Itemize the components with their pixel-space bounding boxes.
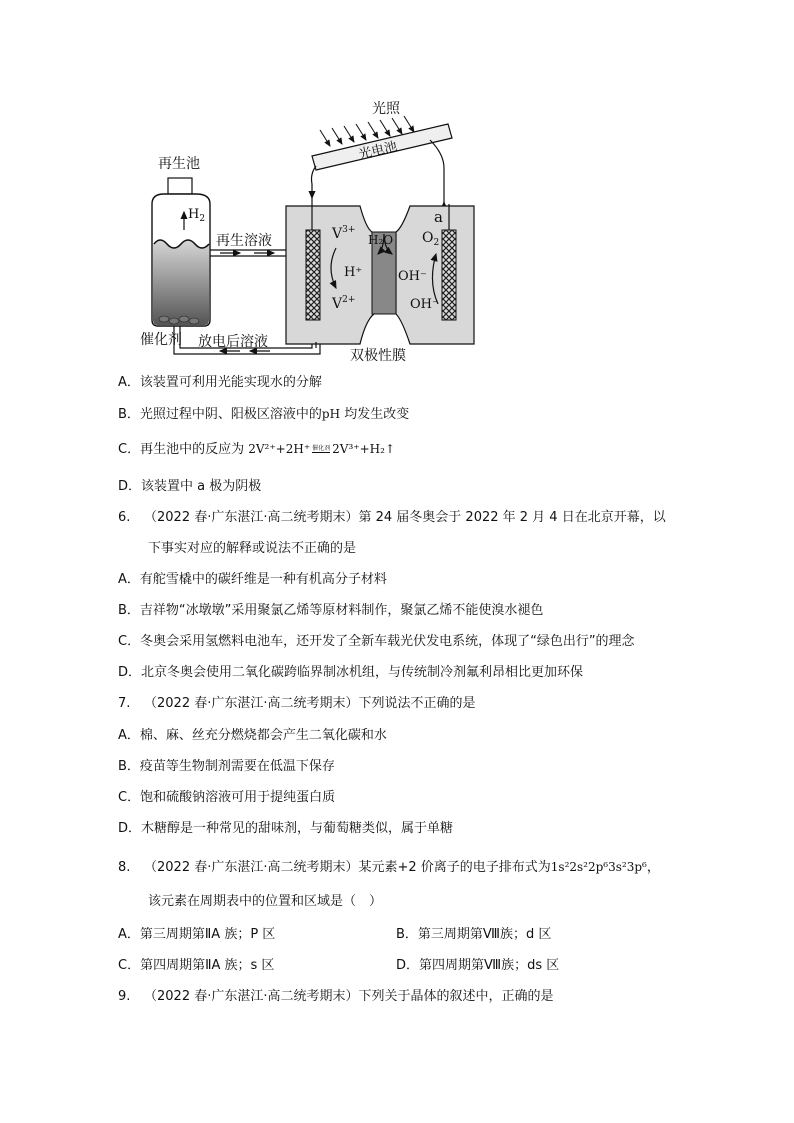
- q6-option-b: B．吉祥物“冰墩墩”采用聚氯乙烯等原材料制作，聚氯乙烯不能使溴水褪色: [118, 603, 544, 618]
- o2-label: $O_2$: [422, 230, 440, 248]
- q7-option-c: C．饱和硫酸钠溶液可用于提纯蛋白质: [118, 790, 336, 805]
- q7-stem: 7. （2022 春·广东湛江·高二统考期末）下列说法不正确的是: [118, 696, 476, 711]
- oh-label-2: OH⁻: [410, 297, 439, 312]
- regen-tank: [152, 178, 210, 326]
- electrochemistry-diagram: [140, 98, 480, 364]
- oh-label-1: OH⁻: [398, 269, 427, 284]
- q8-stem: 8. （2022 春·广东湛江·高二统考期末）某元素+2 价离子的电子排布式为1s²2s²2p⁶3s²3p⁶，: [118, 860, 660, 875]
- electrode-a-label: a: [434, 208, 443, 226]
- q6-option-d: D．北京冬奥会使用二氧化碳跨临界制冰机组，与传统制冷剂氟利昂相比更加环保: [118, 665, 584, 680]
- q8-option-c: C．第四周期第ⅡA 族；s 区: [118, 958, 275, 973]
- h-plus-label: H⁺: [344, 265, 363, 280]
- q5-option-b: B．光照过程中阴、阳极区溶液中的pH 均发生改变: [118, 407, 410, 422]
- membrane-label: 双极性膜: [350, 348, 406, 364]
- q8-stem-cont: 该元素在周期表中的位置和区域是（ ）: [148, 894, 383, 909]
- q8-option-d: D．第四周期第Ⅷ族；ds 区: [396, 958, 560, 973]
- h2o-label: H₂O: [368, 233, 394, 247]
- solar-cell: [312, 124, 452, 170]
- q5-option-c: C．再生池中的反应为 2V²⁺+2H⁺ 催化剂 2V³⁺+H₂↑: [118, 442, 396, 457]
- q5-option-a: A．该装置可利用光能实现水的分解: [118, 375, 322, 390]
- q9-stem: 9. （2022 春·广东湛江·高二统考期末）下列关于晶体的叙述中，正确的是: [118, 989, 554, 1004]
- q7-option-b: B．疫苗等生物制剂需要在低温下保存: [118, 759, 335, 774]
- q6-stem: 6. （2022 春·广东湛江·高二统考期末）第 24 届冬奥会于 2022 年 2 月 4 日在北京开幕，以: [118, 510, 666, 525]
- q7-option-a: A．棉、麻、丝充分燃烧都会产生二氧化碳和水: [118, 728, 387, 743]
- q7-option-d: D．木糖醇是一种常见的甜味剂，与葡萄糖类似，属于单糖: [118, 821, 454, 836]
- discharged-solution-label: 放电后溶液: [198, 334, 268, 350]
- catalyst-equals: 催化剂: [312, 445, 330, 455]
- regen-solution-label: 再生溶液: [216, 233, 272, 249]
- q8-option-a: A．第三周期第ⅡA 族；P 区: [118, 927, 276, 942]
- left-electrode: [306, 230, 320, 320]
- solar-cell-label: 光电池: [357, 139, 399, 163]
- electrolytic-cell: [286, 198, 474, 348]
- q6-stem-cont: 下事实对应的解释或说法不正确的是: [148, 541, 357, 556]
- v2-label: $V^{2+}$: [332, 295, 356, 312]
- q6-option-a: A．有舵雪橇中的碳纤维是一种有机高分子材料: [118, 572, 387, 587]
- regen-tank-label: 再生池: [158, 156, 200, 172]
- q6-option-c: C．冬奥会采用氢燃料电池车，还开发了全新车载光伏发电系统，体现了“绿色出行”的理念: [118, 634, 635, 649]
- electron-config: 1s²2s²2p⁶3s²3p⁶: [550, 860, 647, 874]
- q8-option-b: B．第三周期第Ⅷ族；d 区: [396, 927, 552, 942]
- diagram-svg: [140, 98, 480, 364]
- catalyst-label: 催化剂: [140, 332, 182, 348]
- v3-label: $V^{3+}$: [332, 225, 356, 242]
- light-label: 光照: [372, 101, 400, 117]
- wire-right: [430, 140, 444, 204]
- q5-option-d: D．该装置中 a 极为阴极: [118, 479, 262, 494]
- h2-label: $H_2$: [188, 207, 206, 224]
- wire-left: [312, 166, 317, 198]
- right-electrode-a: [442, 230, 456, 320]
